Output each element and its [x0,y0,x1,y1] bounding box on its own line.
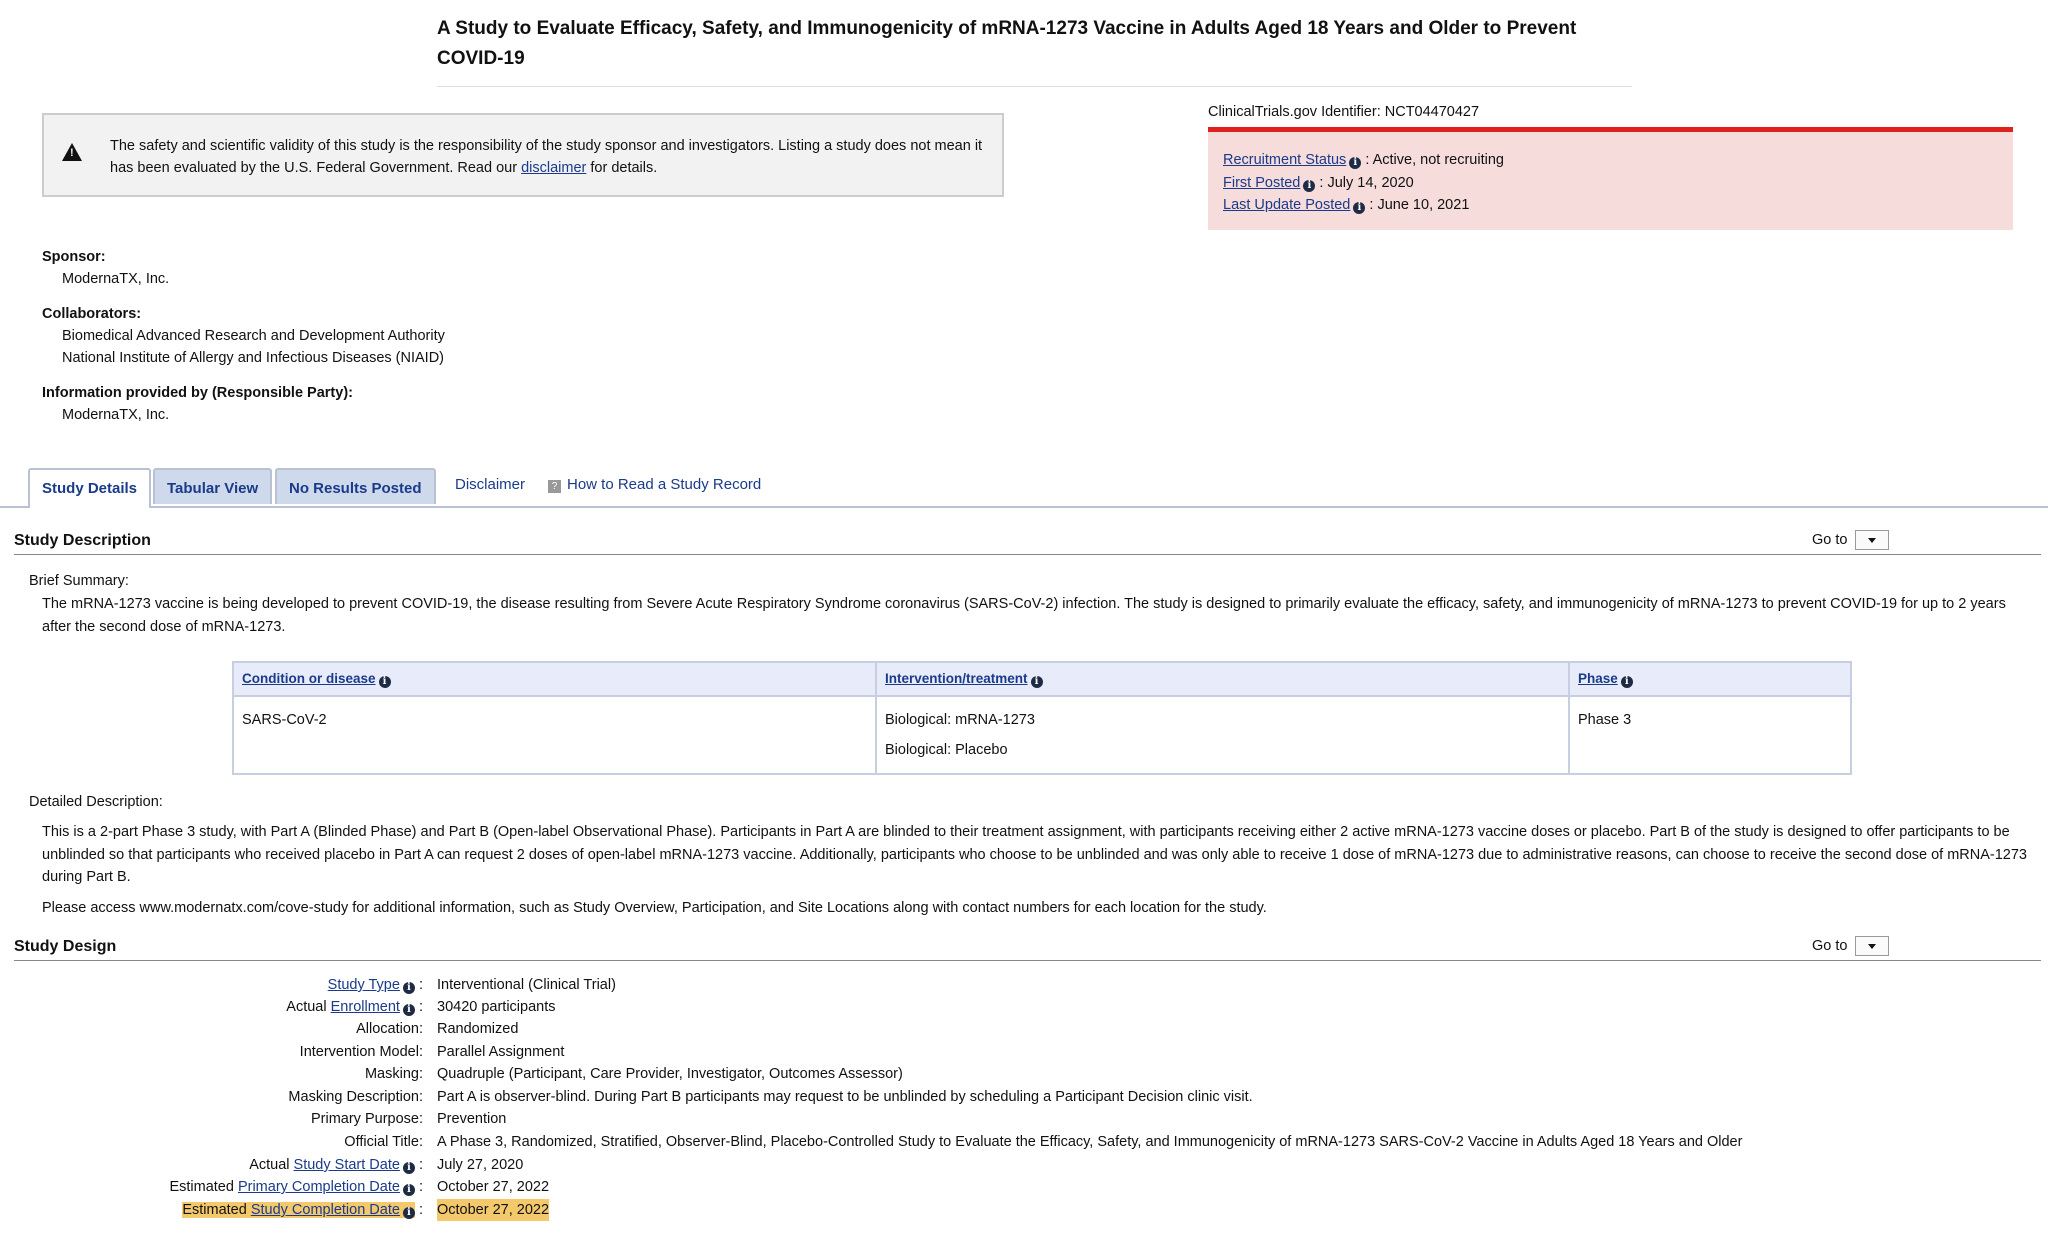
phase-cell: Phase 3 [1569,696,1851,774]
design-row-study-type [0,974,2048,996]
design-row-study-completion [0,1199,2048,1221]
design-key: Estimated Primary Completion Date i : [169,1179,423,1195]
info-icon[interactable]: i [1353,202,1365,214]
last-update-value: : June 10, 2021 [1369,197,1470,213]
intervention-cell [876,696,1569,774]
section-title-description: Study Description [14,532,151,549]
goto-dropdown[interactable] [1855,530,1889,550]
info-icon[interactable]: i [403,1004,415,1016]
study-completion-value: October 27, 2022 [437,1199,549,1221]
sponsor-value: ModernaTX, Inc. [62,271,170,287]
th-phase [1569,662,1851,696]
tab-how-to-read[interactable] [548,476,761,493]
model-label: Intervention Model: [299,1044,423,1060]
intervention-1: Biological: mRNA-1273 [885,712,1035,728]
start-date-link[interactable]: Study Start Date [293,1157,400,1173]
title-block [437,14,1632,87]
brief-summary-label: Brief Summary: [29,573,129,589]
section-divider [14,960,2041,961]
disclaimer-text-after: for details. [586,160,658,176]
page-title: A Study to Evaluate Efficacy, Safety, and Immunogenicity of mRNA-1273 Vaccine in Adults Aged 18 Years and Older to Prevent COVID-19 [437,18,1577,69]
th-intervention [876,662,1569,696]
study-type-value: Interventional (Clinical Trial) [437,977,616,993]
goto-label: Go to [1812,531,1848,548]
trial-identifier: ClinicalTrials.gov Identifier: NCT04470427 [1208,104,1480,120]
recruitment-status-row [1223,149,1998,172]
responsible-party-value: ModernaTX, Inc. [62,407,170,423]
allocation-value: Randomized [437,1021,519,1037]
info-icon[interactable]: i [1303,180,1315,192]
info-icon[interactable]: i [403,1162,415,1174]
info-icon[interactable]: i [379,676,391,688]
official-title-value: A Phase 3, Randomized, Stratified, Observer-Blind, Placebo-Controlled Study to Evaluate the Efficacy, Safety, and Immunogenicity of mRNA-1273 SARS-CoV-2 Vaccine in Adults Aged 18 Years and Older [437,1134,1743,1150]
phase-header-link[interactable]: Phase [1578,670,1618,686]
info-icon[interactable]: i [403,982,415,994]
table-row [233,696,1851,774]
primary-completion-value: October 27, 2022 [437,1179,550,1195]
purpose-value: Prevention [437,1111,507,1127]
model-value: Parallel Assignment [437,1044,565,1060]
goto-design [1812,936,1889,956]
enrollment-value: 30420 participants [437,999,556,1015]
completion-prefix: Estimated [182,1202,251,1218]
allocation-label: Allocation: [356,1021,423,1037]
collaborator-1: Biomedical Advanced Research and Development Authority [62,328,445,344]
study-type-link[interactable]: Study Type [327,977,400,993]
sponsor-label: Sponsor: [42,249,106,265]
info-icon[interactable]: i [403,1207,415,1219]
design-row-enrollment [0,996,2048,1018]
design-row-model [0,1041,2048,1063]
completion-key-highlight [182,1202,415,1218]
start-date-value: July 27, 2020 [437,1157,524,1173]
intervention-2: Biological: Placebo [885,742,1008,758]
info-icon[interactable]: i [1621,676,1633,688]
masking-label: Masking: [364,1066,423,1082]
collaborators-label: Collaborators: [42,306,142,322]
goto-label: Go to [1812,937,1848,954]
info-icon[interactable]: i [1031,676,1043,688]
purpose-label: Primary Purpose: [310,1111,423,1127]
design-row-masking [0,1063,2048,1085]
access-text: Please access www.modernatx.com/cove-study for additional information, such as Study Overview, Participation, and Site Locations along with contact numbers for each location for the study. [42,900,1267,916]
goto-dropdown[interactable] [1855,936,1889,956]
first-posted-link[interactable]: First Posted [1223,174,1301,191]
study-completion-link[interactable]: Study Completion Date [250,1202,400,1218]
design-row-primary-completion [0,1176,2048,1198]
section-title-design: Study Design [14,938,117,955]
warning-icon: ! [62,143,82,161]
first-posted-row [1223,172,1998,195]
last-update-link[interactable]: Last Update Posted [1223,197,1351,213]
th-condition [233,662,876,696]
design-row-masking-description [0,1086,2048,1108]
recruitment-status-link[interactable]: Recruitment Status [1223,152,1347,168]
disclaimer-text-before: The safety and scientific validity of this study is the responsibility of the study sponsor and investigators. Listing a study does not mean it has been evaluated by the U.S. Federal Government. Read our [110,138,983,176]
disclaimer-box [42,113,1004,197]
masking-value: Quadruple (Participant, Care Provider, Investigator, Outcomes Assessor) [437,1066,903,1082]
masking-description-value: Part A is observer-blind. During Part B participants may request to be unblinded by scheduling a Participant Decision clinic visit. [437,1089,1253,1105]
status-box [1208,127,2013,230]
responsible-party-label: Information provided by (Responsible Party): [42,385,353,401]
tab-disclaimer[interactable]: Disclaimer [455,476,526,493]
detailed-description-text: This is a 2-part Phase 3 study, with Part A (Blinded Phase) and Part B (Open-label Observational Phase). Participants in Part A are blinded to their treatment assignment, with participants receiving either 2 active mRNA-1273 vaccine doses or placebo. Part B of the study is designed to offer participants to be unblinded so that participants who received placebo in Part A can request 2 doses of open-label mRNA-1273 vaccine. Additionally, participants who choose to be unblinded and was only able to receive 1 dose of mRNA-1273 due to administrative reasons, can choose to receive the second dose of mRNA-1273 during Part B. [42,824,2027,885]
conditions-table [232,661,1852,775]
enrollment-prefix: Actual [286,999,331,1015]
recruitment-status-value: : Active, not recruiting [1365,152,1504,168]
condition-cell: SARS-CoV-2 [233,696,876,774]
primary-prefix: Estimated [169,1179,238,1195]
detailed-description-label: Detailed Description: [29,794,163,810]
condition-header-link[interactable]: Condition or disease [242,670,376,686]
goto-description [1812,530,1889,550]
help-icon: ? [548,480,561,493]
design-row-purpose [0,1108,2048,1130]
design-row-allocation [0,1018,2048,1040]
section-divider [14,554,2041,555]
official-title-label: Official Title: [344,1134,423,1150]
design-key: Actual Enrollment i : [286,999,423,1015]
design-row-official-title [0,1131,2048,1153]
disclaimer-text [110,135,990,179]
how-to-read-label: How to Read a Study Record [567,476,762,493]
design-row-start-date [0,1154,2048,1176]
tab-no-results[interactable]: No Results Posted [275,468,436,504]
brief-summary-text: The mRNA-1273 vaccine is being developed to prevent COVID-19, the disease resulting from Severe Acute Respiratory Syndrome coronavirus (SARS-CoV-2) infection. The study is designed to primarily evaluate the efficacy, safety, and immunogenicity of mRNA-1273 to prevent COVID-19 for up to 2 years after the second dose of mRNA-1273. [42,596,2006,635]
start-prefix: Actual [249,1157,294,1173]
tab-bar [0,466,2048,508]
primary-completion-link[interactable]: Primary Completion Date [237,1179,400,1195]
info-icon[interactable]: i [403,1184,415,1196]
design-key: Study Type i : [327,977,423,993]
info-icon[interactable]: i [1349,157,1361,169]
first-posted-value: : July 14, 2020 [1319,174,1414,191]
intervention-header-link[interactable]: Intervention/treatment [885,670,1028,686]
enrollment-link[interactable]: Enrollment [330,999,400,1015]
disclaimer-link[interactable]: disclaimer [521,160,587,176]
design-key: Estimated Study Completion Date i : [182,1202,423,1218]
tab-study-details[interactable]: Study Details [28,468,151,508]
collaborator-2: National Institute of Allergy and Infectious Diseases (NIAID) [62,350,445,366]
last-update-row [1223,194,1998,217]
masking-description-label: Masking Description: [288,1089,423,1105]
design-key: Actual Study Start Date i : [249,1157,423,1173]
tab-tabular-view[interactable]: Tabular View [153,468,272,504]
